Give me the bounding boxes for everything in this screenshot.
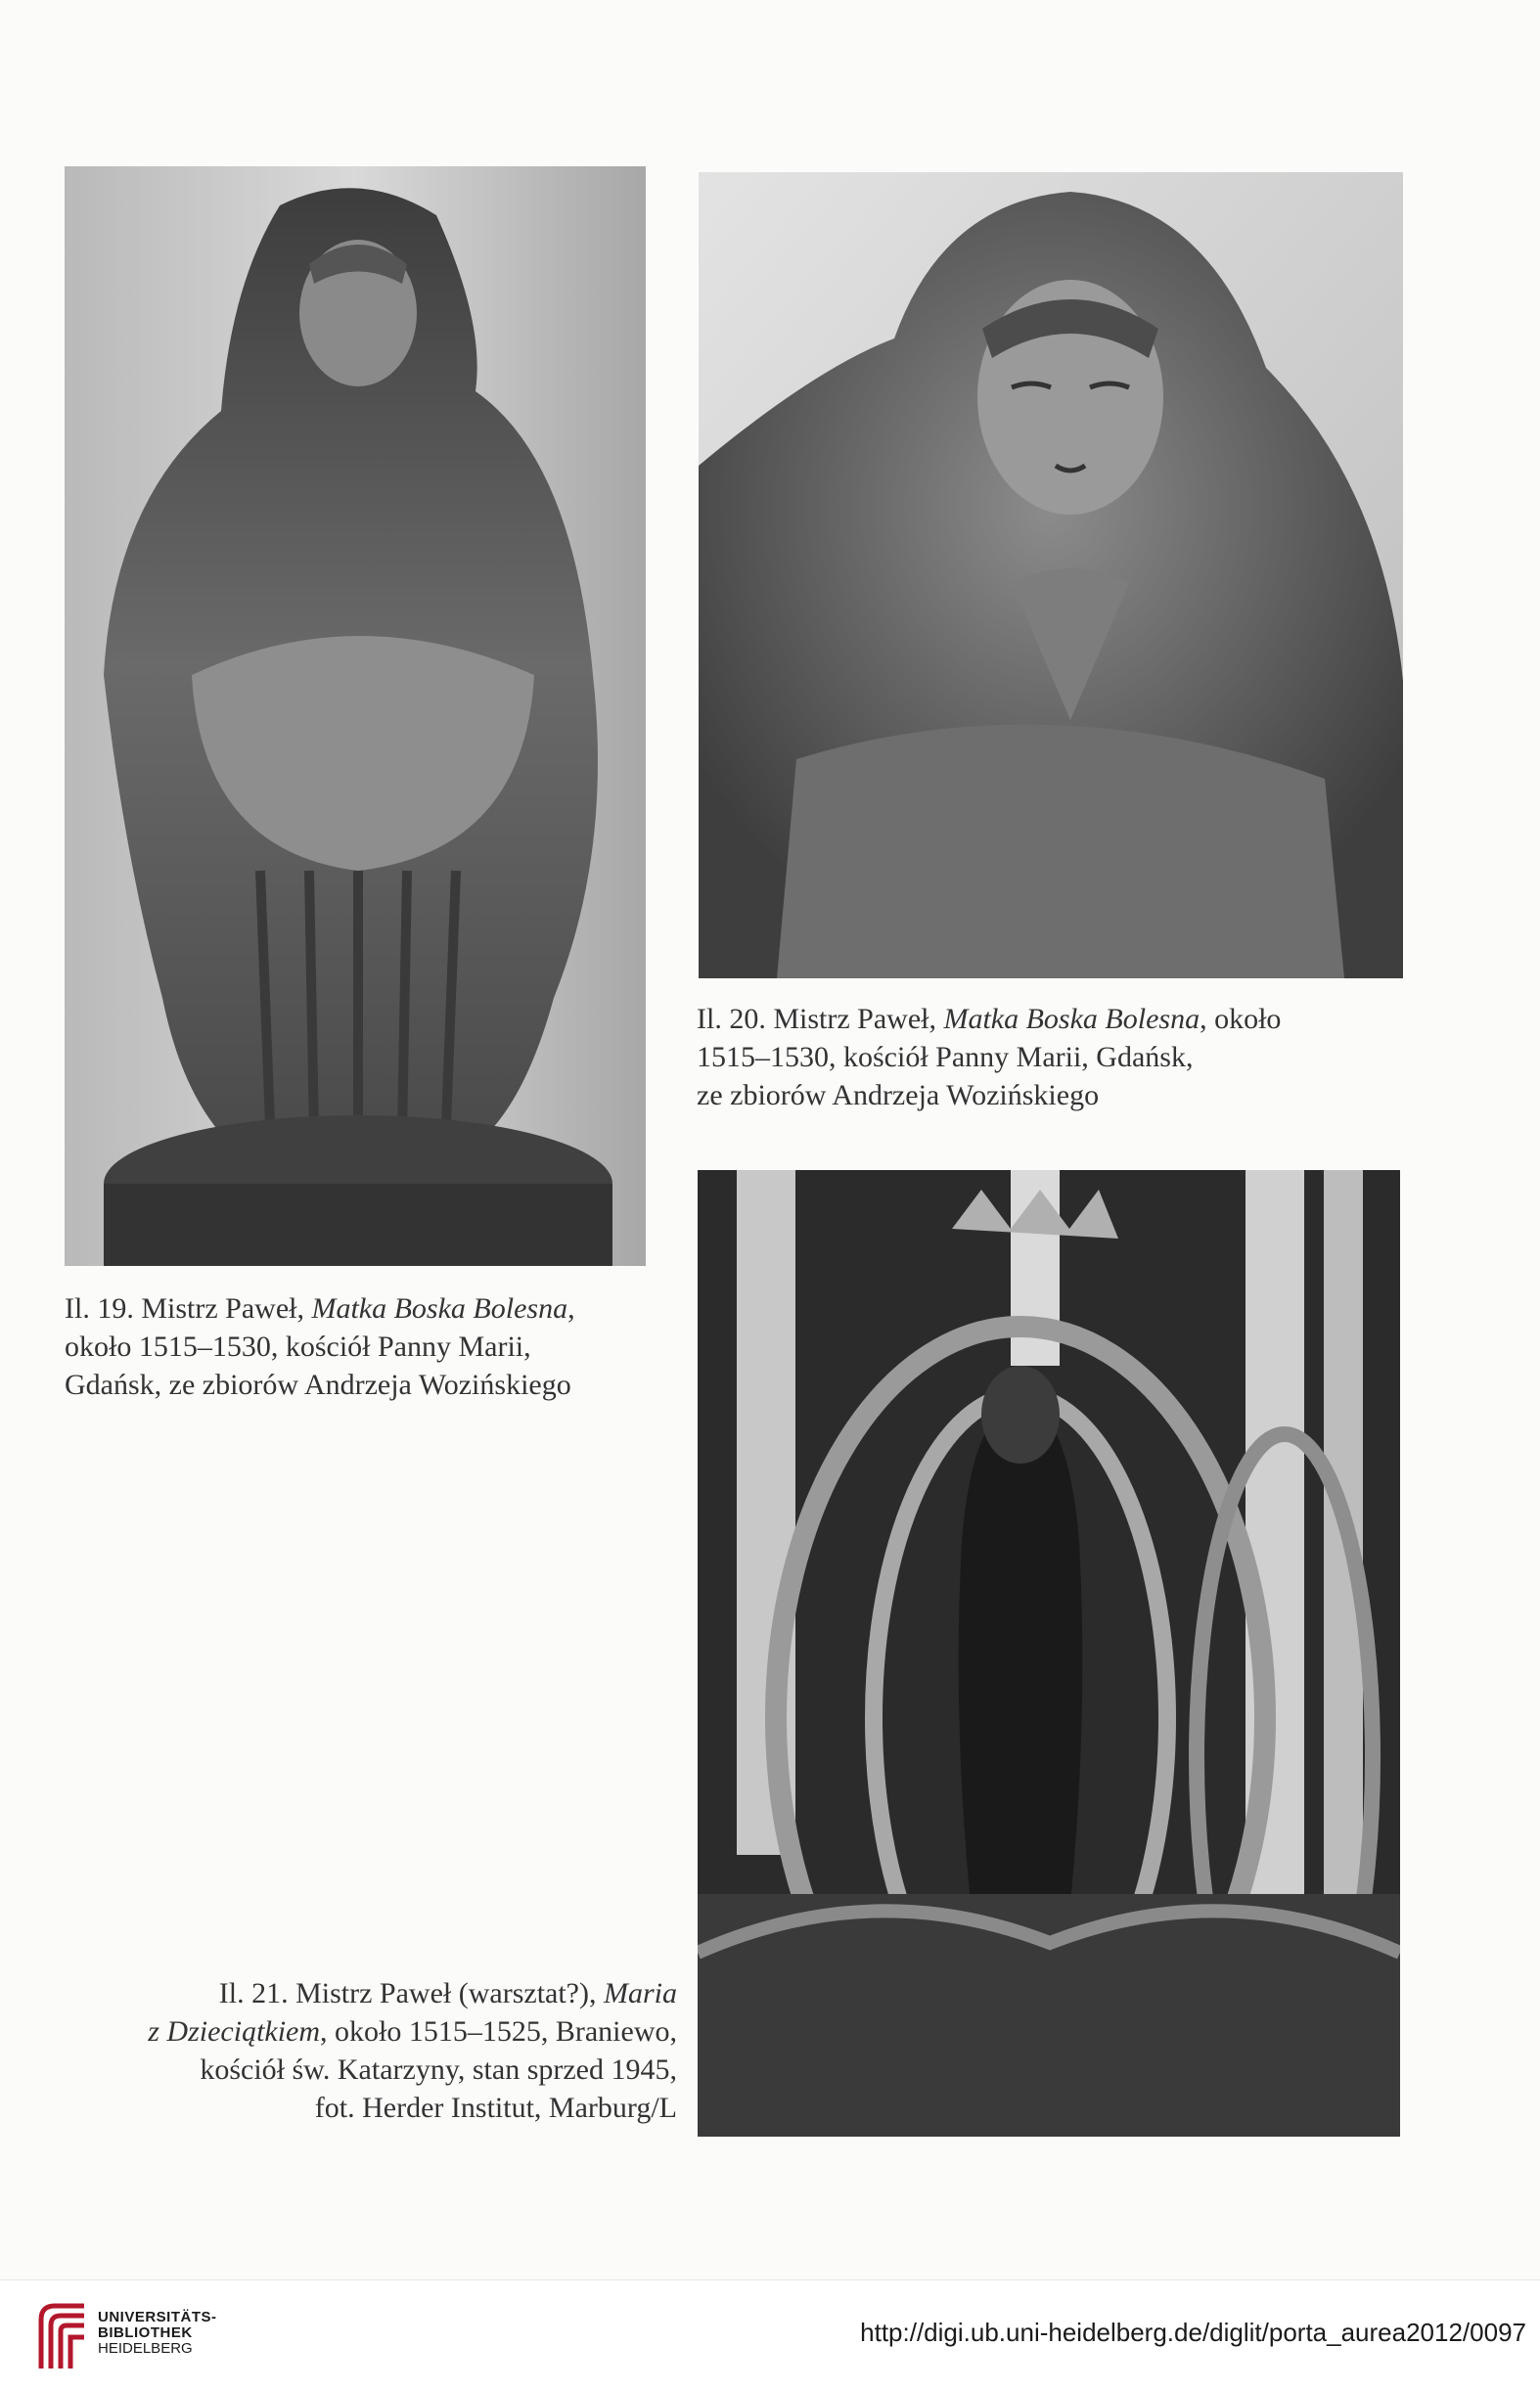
caption-il-20 bbox=[697, 1000, 1281, 1114]
library-name-line: HEIDELBERG bbox=[98, 2340, 193, 2357]
statue-image-21 bbox=[698, 1170, 1400, 2137]
caption-line: 1515–1530, kościół Panny Marii, Gdańsk, bbox=[697, 1041, 1194, 1073]
source-url-link[interactable]: http://digi.ub.uni-heidelberg.de/diglit/porta_aurea2012/0097 bbox=[860, 2318, 1526, 2347]
caption-line: Il. 20. Mistrz Paweł, Matka Boska Bolesna, około bbox=[697, 1003, 1282, 1035]
caption-line: Il. 21. Mistrz Paweł (warsztat?), Maria bbox=[218, 1977, 677, 2009]
caption-line: Gdańsk, ze zbiorów Andrzeja Wozińskiego bbox=[65, 1369, 571, 1401]
library-name-line: BIBLIOTHEK bbox=[98, 2324, 193, 2341]
caption-line: z Dzieciątkiem, około 1515–1525, Braniewo, bbox=[148, 2015, 677, 2048]
caption-il-21 bbox=[108, 1974, 677, 2127]
photo-il-19 bbox=[65, 166, 646, 1266]
photo-il-20 bbox=[699, 172, 1403, 978]
library-name bbox=[98, 2310, 217, 2357]
statue-image-19 bbox=[65, 166, 646, 1266]
library-name-line: UNIVERSITÄTS- bbox=[98, 2309, 217, 2325]
caption-line: kościół św. Katarzyny, stan sprzed 1945, bbox=[200, 2053, 677, 2086]
university-library-logo-icon bbox=[33, 2300, 92, 2373]
caption-line: około 1515–1530, kościół Panny Marii, bbox=[65, 1331, 531, 1363]
caption-line: Il. 19. Mistrz Paweł, Matka Boska Bolesna, bbox=[65, 1292, 575, 1325]
photo-il-21 bbox=[698, 1170, 1400, 2137]
caption-il-19 bbox=[65, 1289, 575, 1404]
statue-image-20 bbox=[699, 172, 1403, 978]
caption-line: fot. Herder Institut, Marburg/L bbox=[314, 2092, 677, 2124]
digitization-footer bbox=[0, 2279, 1540, 2391]
caption-line: ze zbiorów Andrzeja Wozińskiego bbox=[697, 1079, 1100, 1111]
